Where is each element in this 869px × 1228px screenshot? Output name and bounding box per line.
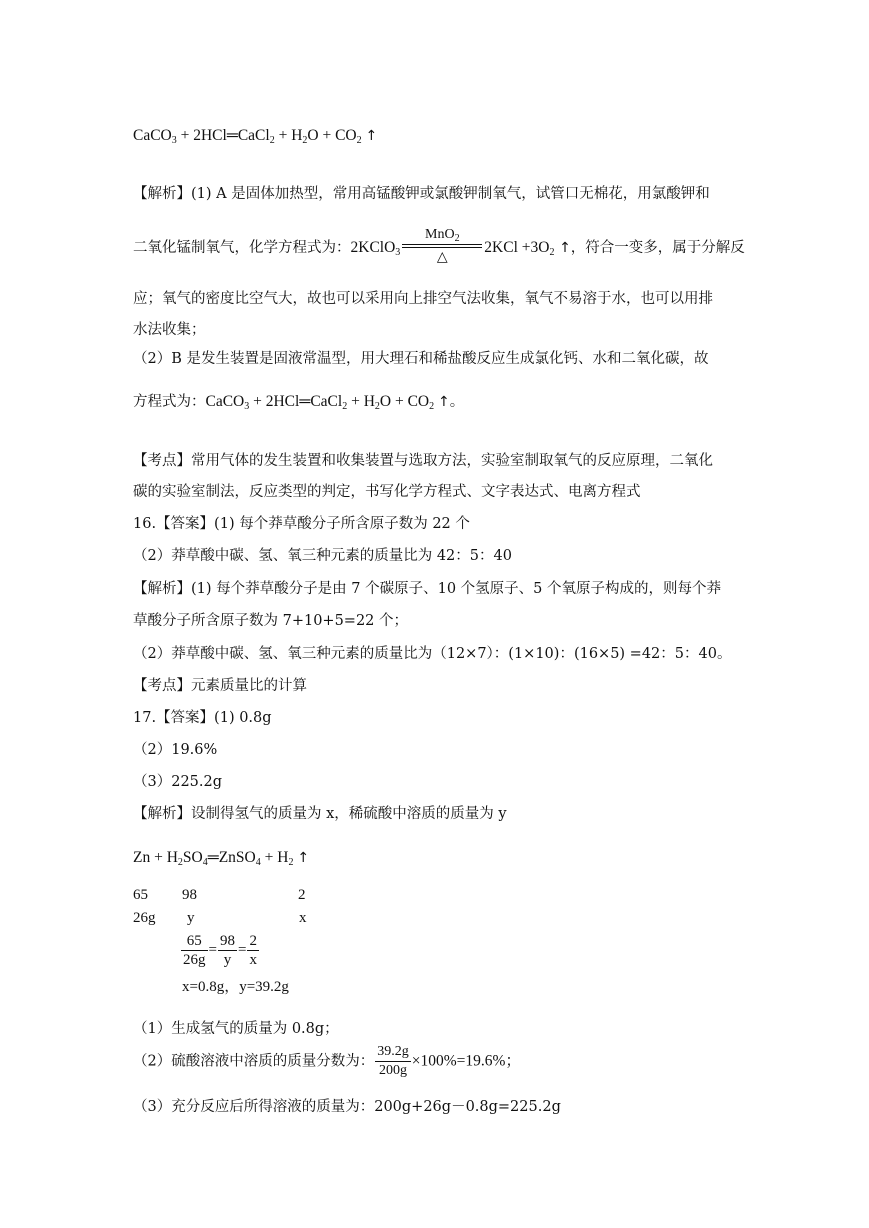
ratio-cell: 98: [182, 887, 197, 903]
analysis-line-5: （2）B 是发生装置是固液常温型，用大理石和稀盐酸反应生成氯化钙、水和二氧化碳，故: [133, 351, 709, 367]
ratio-cell: 65: [133, 887, 148, 903]
equation-zn-h2so4: $Zn + H_2SO_4═ZnSO_4 + H_2$ ↑: [133, 849, 310, 868]
q16-answer-1: 16.【答案】(1) 每个莽草酸分子所含原子数为 22 个: [133, 516, 470, 532]
q16-key-point: 【考点】元素质量比的计算: [133, 678, 307, 694]
q17-analysis: 【解析】设制得氢气的质量为 x，稀硫酸中溶质的质量为 y: [133, 806, 507, 822]
analysis-line-2: 二氧化锰制氧气，化学方程式为：2KClO$_3$ MnO$_2$ △ $2KCl +3O_2$ ↑，符合一变多，属于分解反: [133, 227, 745, 265]
q17-answer-2: （2）19.6%: [133, 742, 218, 758]
q17-answer-3: （3）225.2g: [133, 774, 223, 790]
equation-caco3-hcl: CaCO$_3$ + 2HCl═CaCl$_2$ + $H_2O + CO_2$ ↑: [133, 127, 378, 146]
q17-step-2: （2）硫酸溶液中溶质的质量分数为： $\frac{39.2g}{200g}$ ×100%=19.6%；: [133, 1044, 521, 1078]
q17-answer-1: 17.【答案】(1) 0.8g: [133, 710, 272, 726]
reaction-condition: MnO$_2$ △: [402, 226, 482, 266]
ratio-cell: y: [187, 910, 195, 926]
result-line: x=0.8g，y=39.2g: [182, 979, 289, 995]
up-arrow-icon: ↑: [297, 850, 310, 866]
q16-analysis-3: （2）莽草酸中碳、氢、氧三种元素的质量比为（12×7）：(1×10)：(16×5) =42：5：40。: [133, 646, 732, 662]
analysis-line-4: 水法收集；: [133, 322, 206, 338]
up-arrow-icon: ↑: [437, 394, 450, 410]
analysis-line-6: 方程式为：CaCO$_3$ + 2HCl═CaCl$_2$ + $H_2O + CO_2$ ↑。: [133, 393, 465, 412]
analysis-line-1: 【解析】(1) A 是固体加热型，常用高锰酸钾或氯酸钾制氧气，试管口无棉花，用氯酸钾和: [133, 186, 710, 202]
q16-analysis-2: 草酸分子所含原子数为 7+10+5=22 个；: [133, 613, 409, 629]
ratio-cell: 2: [298, 887, 306, 903]
up-arrow-icon: ↑: [559, 240, 571, 256]
q17-step-3: （3）充分反应后所得溶液的质量为：200g+26g－0.8g=225.2g: [133, 1099, 561, 1115]
key-point-line-2: 碳的实验室制法，反应类型的判定，书写化学方程式、文字表达式、电离方程式: [133, 484, 641, 500]
ratio-cell: 26g: [133, 910, 156, 926]
q16-answer-2: （2）莽草酸中碳、氢、氧三种元素的质量比为 42：5：40: [133, 548, 512, 564]
analysis-line-3: 应；氧气的密度比空气大，故也可以采用向上排空气法收集，氧气不易溶于水，也可以用排: [133, 291, 713, 307]
proportion-equation: $\frac{65}{26g}$ = $\frac{98}{y}$ = $\frac{2}{x}$: [183, 933, 257, 968]
key-point-line-1: 【考点】常用气体的发生装置和收集装置与选取方法，实验室制取氧气的反应原理，二氧化: [133, 453, 713, 469]
ratio-cell: x: [299, 910, 307, 926]
q16-analysis-1: 【解析】(1) 每个莽草酸分子是由 7 个碳原子、10 个氢原子、5 个氧原子构成的，则每个莽: [133, 581, 721, 597]
q17-step-1: （1）生成氢气的质量为 0.8g；: [133, 1021, 339, 1037]
up-arrow-icon: ↑: [365, 128, 378, 144]
